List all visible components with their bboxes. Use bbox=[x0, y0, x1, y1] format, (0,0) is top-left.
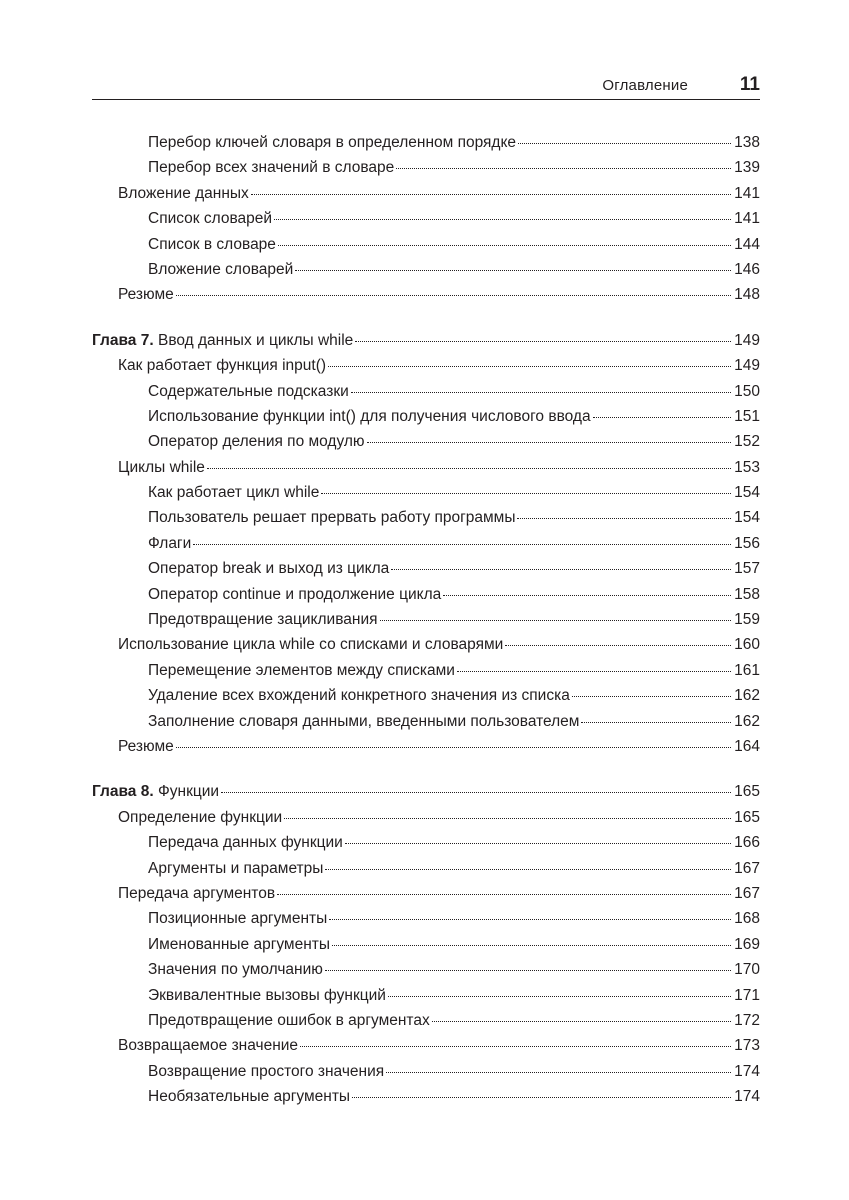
toc-subsection-entry[interactable] bbox=[92, 658, 760, 683]
dot-leader bbox=[328, 365, 731, 367]
toc-entry-page-number: 154 bbox=[734, 484, 760, 502]
toc-subsection-entry[interactable] bbox=[92, 232, 760, 257]
dot-leader bbox=[274, 218, 731, 220]
toc-subsection-entry[interactable] bbox=[92, 683, 760, 708]
toc-entry-title-wrap bbox=[92, 328, 353, 353]
toc-entry-title: Эквивалентные вызовы функций bbox=[148, 986, 386, 1004]
toc-entry-title: Предотвращение ошибок в аргументах bbox=[148, 1011, 430, 1029]
toc-entry-title-wrap bbox=[118, 1033, 298, 1058]
toc-entry-page-number: 157 bbox=[734, 560, 760, 578]
toc-entry-title-wrap bbox=[148, 404, 591, 429]
toc-entry-title: Перебор ключей словаря в определенном порядке bbox=[148, 134, 517, 151]
dot-leader bbox=[518, 142, 731, 144]
toc-entry-title: Содержательные подсказки bbox=[148, 382, 349, 400]
dot-leader bbox=[251, 193, 731, 195]
dot-leader bbox=[386, 1071, 731, 1073]
toc-section-entry[interactable] bbox=[92, 282, 760, 307]
toc-subsection-entry[interactable] bbox=[92, 404, 760, 429]
dot-leader bbox=[176, 294, 731, 296]
toc-entry-title: Флаги bbox=[148, 534, 192, 552]
dot-leader bbox=[457, 670, 731, 672]
toc-entry-title: Именованные аргументы bbox=[148, 935, 331, 953]
dot-leader bbox=[581, 721, 731, 723]
toc-entry-title-wrap bbox=[148, 582, 441, 607]
toc-entry-page-number: 174 bbox=[734, 1088, 760, 1106]
dot-leader bbox=[391, 568, 731, 570]
dot-leader bbox=[351, 391, 731, 393]
toc-entry-title-wrap bbox=[118, 632, 503, 657]
toc-entry-page-number: 166 bbox=[734, 834, 760, 852]
toc-entry-title-wrap bbox=[148, 1084, 350, 1109]
toc-subsection-entry[interactable] bbox=[92, 1059, 760, 1084]
toc-entry-title: Возвращение простого значения bbox=[148, 1062, 385, 1080]
toc-entry-title-wrap bbox=[148, 1008, 430, 1033]
toc-entry-title-wrap bbox=[148, 830, 343, 855]
toc-entry-page-number: 138 bbox=[734, 134, 760, 151]
dot-leader bbox=[176, 746, 731, 748]
toc-section-entry[interactable] bbox=[92, 805, 760, 830]
toc-entry-page-number: 150 bbox=[734, 382, 760, 400]
dot-leader bbox=[300, 1045, 731, 1047]
toc-entry-page-number: 164 bbox=[734, 737, 760, 755]
toc-entry-page-number: 141 bbox=[734, 210, 760, 228]
toc-entry-title: Вложение данных bbox=[118, 184, 249, 202]
toc-entry-title: Необязательные аргументы bbox=[148, 1088, 351, 1106]
dot-leader bbox=[325, 868, 731, 870]
toc-entry-title-wrap bbox=[148, 607, 378, 632]
toc-entry-title: Как работает функция input() bbox=[118, 357, 327, 375]
toc-subsection-entry[interactable] bbox=[92, 257, 760, 282]
dot-leader bbox=[572, 695, 731, 697]
toc-entry-title-wrap bbox=[148, 155, 394, 180]
toc-entry-title-wrap bbox=[148, 709, 579, 734]
dot-leader bbox=[432, 1020, 731, 1022]
toc-entry-page-number: 168 bbox=[734, 910, 760, 928]
toc-entry-page-number: 167 bbox=[734, 884, 760, 902]
dot-leader bbox=[367, 441, 731, 443]
toc-section-entry[interactable] bbox=[92, 353, 760, 378]
toc-entry-title: Перемещение элементов между списками bbox=[148, 661, 455, 679]
toc-entry-page-number: 160 bbox=[734, 636, 760, 654]
toc-entry-page-number: 162 bbox=[734, 687, 760, 705]
dot-leader bbox=[277, 893, 731, 895]
toc-entry-title-wrap bbox=[148, 957, 323, 982]
toc-entry-page-number: 148 bbox=[734, 286, 760, 304]
toc-entry-page-number: 171 bbox=[734, 986, 760, 1004]
dot-leader bbox=[443, 594, 731, 596]
toc-entry-title: Оператор break и выход из цикла bbox=[148, 560, 390, 578]
toc-entry-page-number: 149 bbox=[734, 331, 760, 349]
chapter-label: Глава 7. bbox=[92, 331, 154, 349]
toc-entry-title: Передача данных функции bbox=[148, 834, 343, 852]
toc-entry-page-number: 152 bbox=[734, 433, 760, 451]
toc-entry-title-wrap bbox=[148, 1059, 384, 1084]
toc-entry-title: Удаление всех вхождений конкретного значения из списка bbox=[148, 687, 570, 705]
toc-subsection-entry[interactable] bbox=[92, 856, 760, 881]
toc-entry-title-wrap bbox=[148, 658, 455, 683]
dot-leader bbox=[193, 543, 731, 545]
toc-entry-page-number: 172 bbox=[734, 1011, 760, 1029]
toc-chapter-entry[interactable] bbox=[92, 328, 760, 353]
toc-subsection-entry[interactable] bbox=[92, 830, 760, 855]
toc-entry-title-wrap bbox=[118, 734, 174, 759]
toc-entry-page-number: 161 bbox=[734, 661, 760, 679]
dot-leader bbox=[517, 517, 731, 519]
toc-entry-title: Аргументы и параметры bbox=[148, 859, 324, 877]
toc-entry-title-wrap bbox=[118, 805, 282, 830]
toc-subsection-entry[interactable] bbox=[92, 607, 760, 632]
dot-leader bbox=[321, 492, 731, 494]
toc-subsection-entry[interactable] bbox=[92, 531, 760, 556]
dot-leader bbox=[355, 340, 731, 342]
toc-subsection-entry[interactable] bbox=[92, 379, 760, 404]
toc-entry-title-wrap bbox=[148, 206, 272, 231]
toc-entry-page-number: 173 bbox=[734, 1037, 760, 1055]
toc-entry-page-number: 151 bbox=[734, 407, 760, 425]
toc-entry-page-number: 158 bbox=[734, 585, 760, 603]
toc-entry-title-wrap bbox=[118, 455, 205, 480]
toc-subsection-entry[interactable] bbox=[92, 155, 760, 180]
toc-entry-page-number: 167 bbox=[734, 859, 760, 877]
dot-leader bbox=[505, 644, 731, 646]
toc-entry-page-number: 165 bbox=[734, 808, 760, 826]
header-section-title: Оглавление bbox=[602, 77, 688, 94]
running-header bbox=[92, 72, 760, 100]
toc-entry-title: Использование цикла while со списками и словарями bbox=[118, 636, 504, 654]
toc-entry-title-wrap bbox=[148, 906, 327, 931]
toc-entry-title-wrap bbox=[118, 353, 326, 378]
toc-entry-title: Оператор continue и продолжение цикла bbox=[148, 585, 442, 603]
toc-section-entry[interactable] bbox=[92, 181, 760, 206]
toc-subsection-entry[interactable] bbox=[92, 983, 760, 1008]
toc-entry-title: Резюме bbox=[118, 286, 174, 304]
toc-entry-title: Возвращаемое значение bbox=[118, 1037, 299, 1055]
toc-entry-title: Циклы while bbox=[118, 458, 205, 476]
dot-leader bbox=[325, 969, 731, 971]
dot-leader bbox=[388, 995, 731, 997]
toc-entry-title: Функции bbox=[157, 783, 220, 801]
toc-entry-title: Значения по умолчанию bbox=[148, 961, 323, 979]
toc-section-entry[interactable] bbox=[92, 734, 760, 759]
toc-entry-title-wrap bbox=[118, 282, 174, 307]
toc-entry-title: Ввод данных и циклы while bbox=[157, 331, 354, 349]
toc-entry-title-wrap bbox=[148, 379, 349, 404]
dot-leader bbox=[278, 244, 731, 246]
toc-entry-title-wrap bbox=[148, 556, 389, 581]
toc-entry-title-wrap bbox=[148, 505, 515, 530]
toc-entry-title: Использование функции int() для получения числового ввода bbox=[148, 407, 591, 425]
toc-entry-title: Список словарей bbox=[148, 210, 273, 228]
toc-entry-title-wrap bbox=[118, 181, 249, 206]
toc-entry-page-number: 154 bbox=[734, 509, 760, 527]
dot-leader bbox=[593, 416, 731, 418]
toc-subsection-entry[interactable] bbox=[92, 932, 760, 957]
toc-subsection-entry[interactable] bbox=[92, 429, 760, 454]
toc-entry-title: Определение функции bbox=[118, 808, 283, 826]
toc-entry-page-number: 169 bbox=[734, 935, 760, 953]
dot-leader bbox=[345, 842, 731, 844]
toc-entry-title-wrap bbox=[148, 983, 386, 1008]
toc-entry-title: Список в словаре bbox=[148, 235, 276, 253]
chapter-label: Глава 8. bbox=[92, 783, 154, 801]
toc-entry-page-number: 146 bbox=[734, 260, 760, 278]
toc-entry-title: Перебор всех значений в словаре bbox=[148, 159, 395, 177]
toc-entry-title: Резюме bbox=[118, 737, 174, 755]
toc-section-entry[interactable] bbox=[92, 455, 760, 480]
header-page-number: 11 bbox=[739, 74, 760, 95]
toc-subsection-entry[interactable] bbox=[92, 709, 760, 734]
toc-entry-title-wrap bbox=[148, 257, 293, 282]
toc-entry-title: Оператор деления по модулю bbox=[148, 433, 365, 451]
toc-entry-title-wrap bbox=[148, 856, 323, 881]
toc-entry-page-number: 153 bbox=[734, 458, 760, 476]
table-of-contents bbox=[92, 130, 760, 1109]
toc-subsection-entry[interactable] bbox=[92, 505, 760, 530]
toc-entry-page-number: 165 bbox=[734, 783, 760, 801]
toc-entry-title: Предотвращение зацикливания bbox=[148, 611, 378, 629]
toc-entry-title-wrap bbox=[148, 130, 516, 155]
dot-leader bbox=[396, 167, 731, 169]
toc-entry-title: Передача аргументов bbox=[118, 884, 276, 902]
toc-entry-title: Пользователь решает прервать работу программы bbox=[148, 509, 516, 527]
toc-entry-page-number: 174 bbox=[734, 1062, 760, 1080]
toc-subsection-entry[interactable] bbox=[92, 1008, 760, 1033]
toc-entry-title-wrap bbox=[148, 932, 330, 957]
toc-entry-title: Заполнение словаря данными, введенными пользователем bbox=[148, 712, 580, 730]
toc-section-entry[interactable] bbox=[92, 1033, 760, 1058]
toc-entry-page-number: 141 bbox=[734, 184, 760, 202]
dot-leader bbox=[332, 944, 731, 946]
dot-leader bbox=[284, 817, 731, 819]
dot-leader bbox=[221, 791, 731, 793]
toc-subsection-entry[interactable] bbox=[92, 906, 760, 931]
toc-entry-title: Позиционные аргументы bbox=[148, 910, 328, 928]
toc-subsection-entry[interactable] bbox=[92, 480, 760, 505]
toc-entry-title-wrap bbox=[118, 881, 275, 906]
dot-leader bbox=[295, 269, 731, 271]
toc-entry-page-number: 144 bbox=[734, 235, 760, 253]
toc-entry-title: Как работает цикл while bbox=[148, 484, 320, 502]
toc-entry-title-wrap bbox=[92, 779, 219, 804]
dot-leader bbox=[207, 467, 731, 469]
toc-section-entry[interactable] bbox=[92, 881, 760, 906]
toc-entry-title-wrap bbox=[148, 429, 365, 454]
toc-section-entry[interactable] bbox=[92, 632, 760, 657]
toc-entry-title-wrap bbox=[148, 232, 276, 257]
toc-subsection-entry[interactable] bbox=[92, 957, 760, 982]
toc-entry-title-wrap bbox=[148, 531, 191, 556]
toc-entry-title-wrap bbox=[148, 480, 319, 505]
dot-leader bbox=[329, 918, 731, 920]
toc-subsection-entry[interactable] bbox=[92, 582, 760, 607]
toc-subsection-entry[interactable] bbox=[92, 556, 760, 581]
toc-subsection-entry[interactable] bbox=[92, 206, 760, 231]
toc-chapter-entry[interactable] bbox=[92, 779, 760, 804]
toc-entry-title-wrap bbox=[148, 683, 570, 708]
toc-entry-page-number: 170 bbox=[734, 961, 760, 979]
toc-subsection-entry[interactable] bbox=[92, 130, 760, 155]
toc-entry-page-number: 156 bbox=[734, 534, 760, 552]
toc-subsection-entry[interactable] bbox=[92, 1084, 760, 1109]
toc-entry-page-number: 149 bbox=[734, 357, 760, 375]
toc-entry-page-number: 139 bbox=[734, 159, 760, 177]
dot-leader bbox=[380, 619, 732, 621]
toc-entry-page-number: 162 bbox=[734, 712, 760, 730]
dot-leader bbox=[352, 1096, 731, 1098]
toc-entry-title: Вложение словарей bbox=[148, 260, 294, 278]
toc-entry-page-number: 159 bbox=[734, 611, 760, 629]
